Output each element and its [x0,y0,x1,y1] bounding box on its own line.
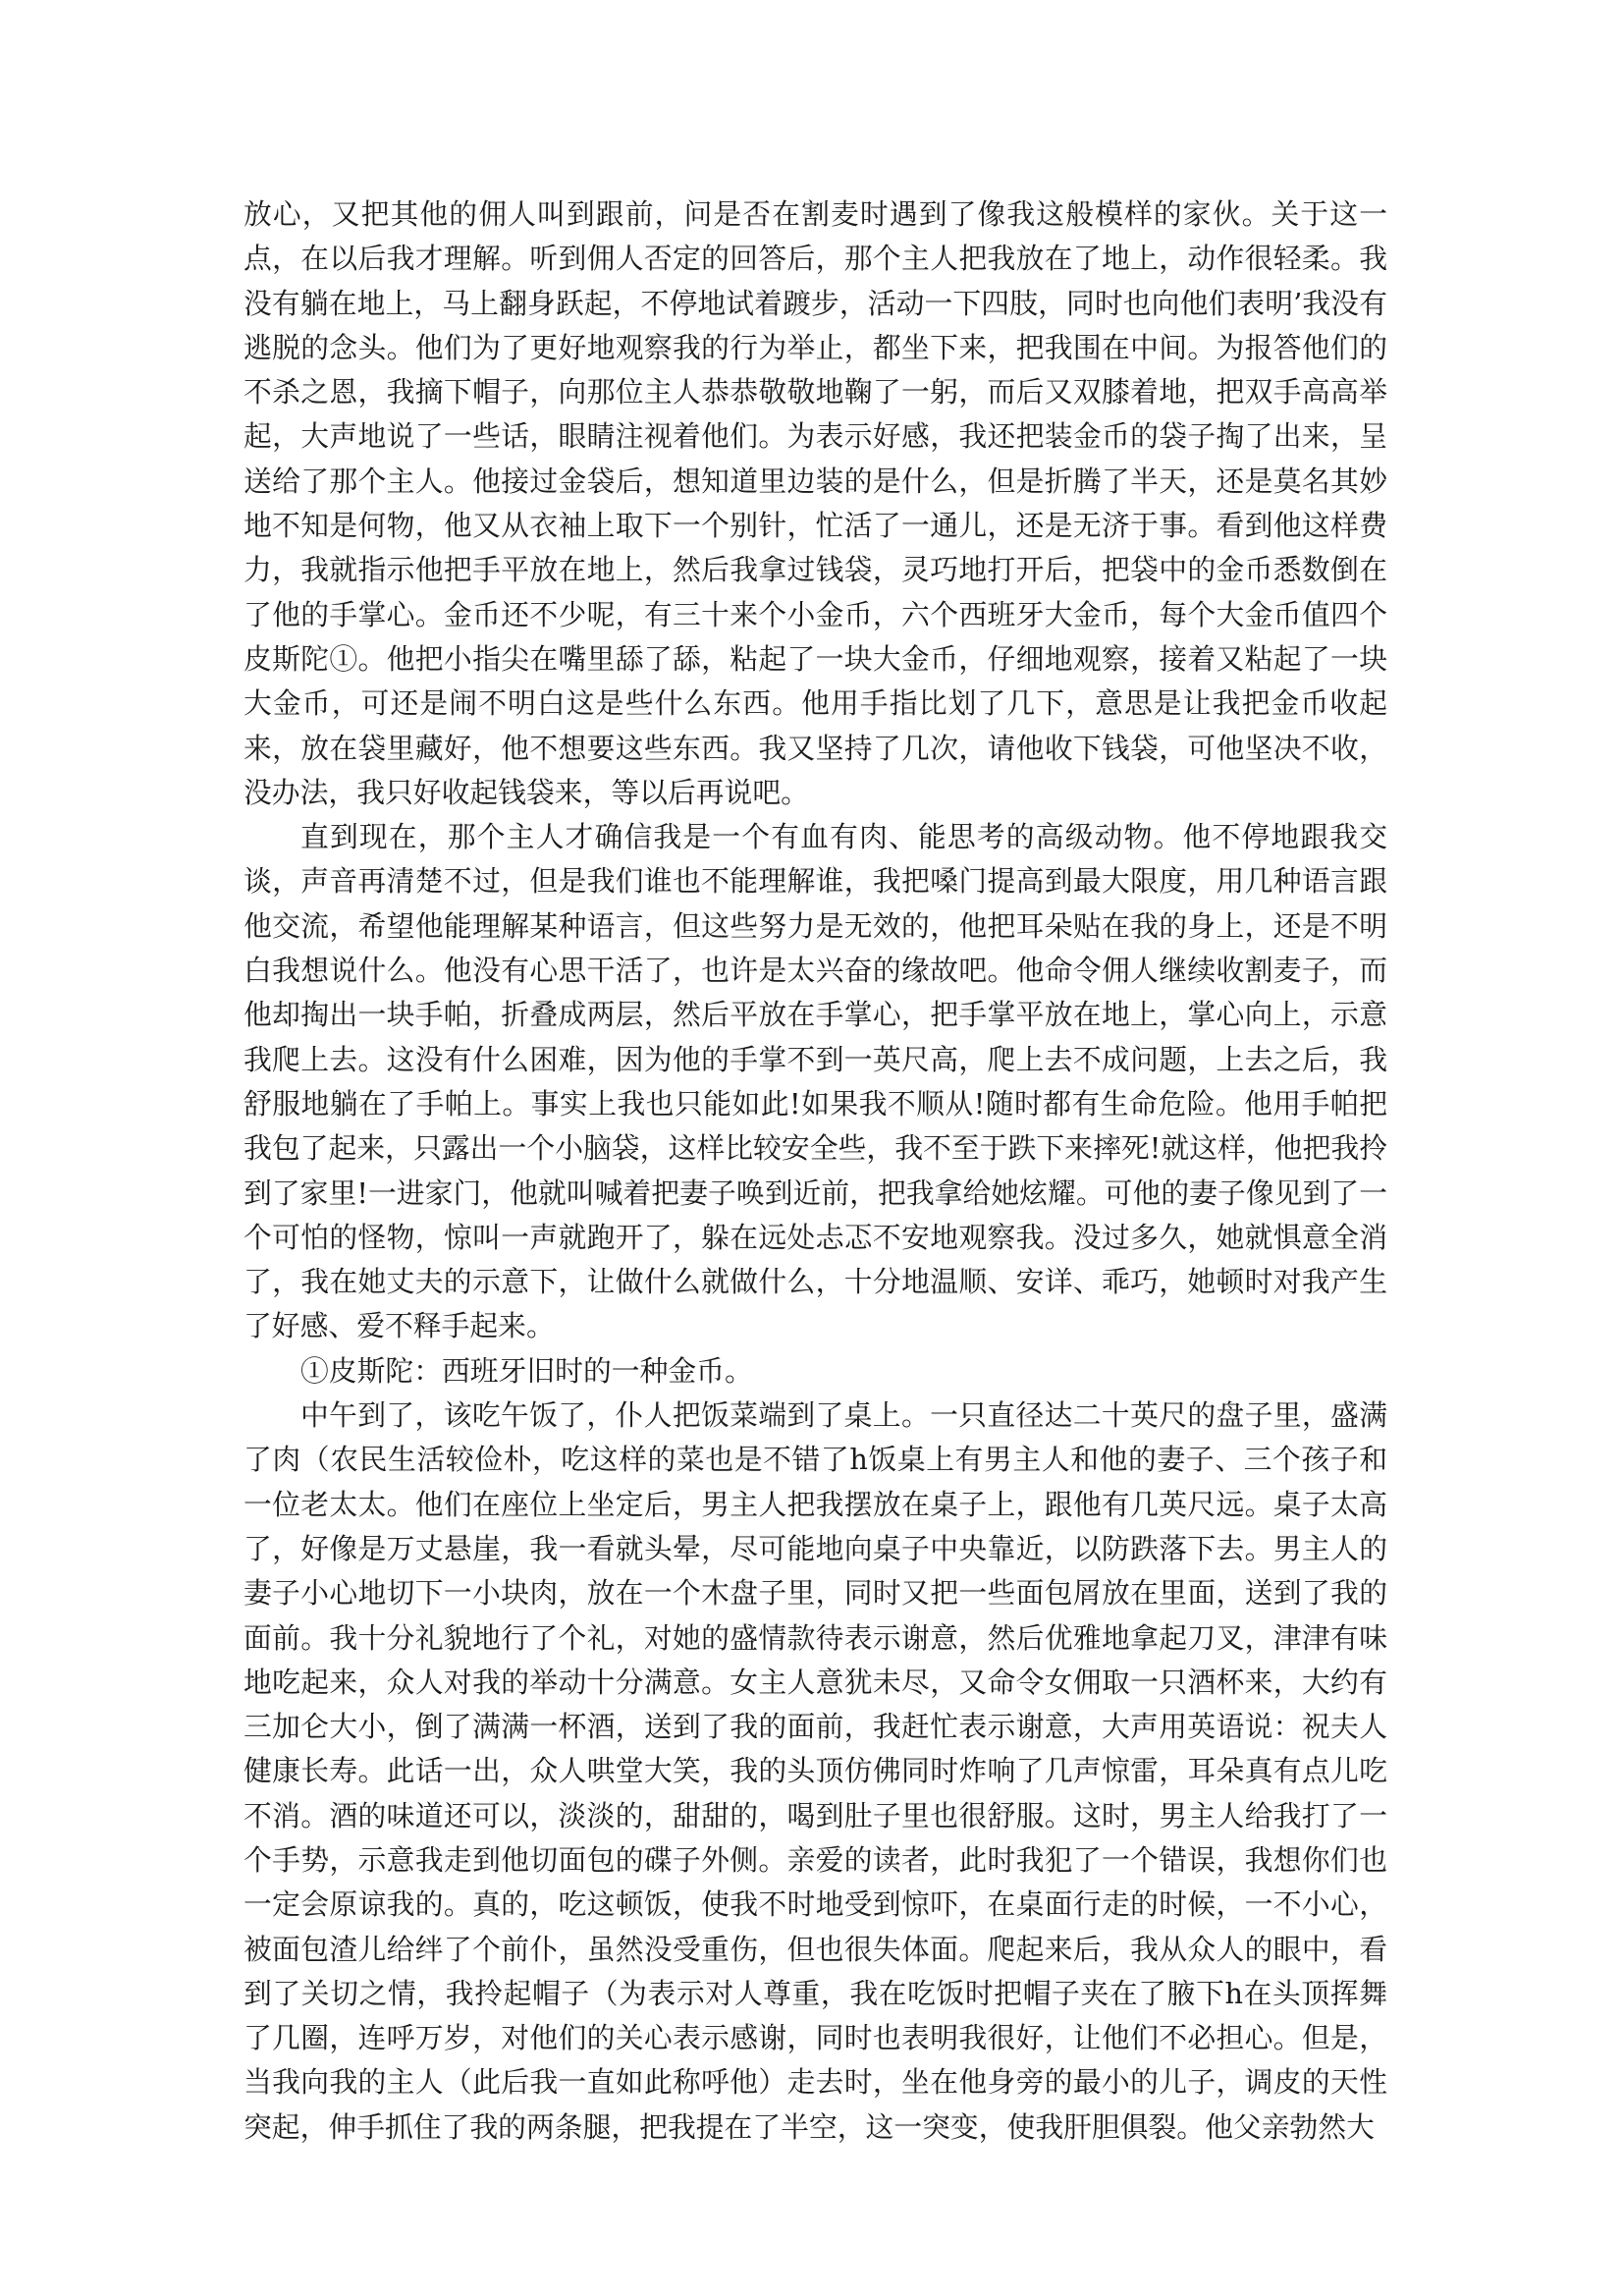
paragraph-1: 放心，又把其他的佣人叫到跟前，问是否在割麦时遇到了像我这般模样的家伙。关于这一点，在以后我才理解。听到佣人否定的回答后，那个主人把我放在了地上，动作很轻柔。我没有躺在地上，马上翻身跃起，不停地试着踱步，活动一下四肢，同时也向他们表明’我没有逃脱的念头。他们为了更好地观察我的行为举止，都坐下来，把我围在中间。为报答他们的不杀之恩，我摘下帽子，向那位主人恭恭敬敬地鞠了一躬，而后又双膝着地，把双手高高举起，大声地说了一些话，眼睛注视着他们。为表示好感，我还把装金币的袋子掏了出来，呈送给了那个主人。他接过金袋后，想知道里边装的是什么，但是折腾了半天，还是莫名其妙地不知是何物，他又从衣袖上取下一个别针，忙活了一通儿，还是无济于事。看到他这样费力，我就指示他把手平放在地上，然后我拿过钱袋，灵巧地打开后，把袋中的金币悉数倒在了他的手掌心。金币还不少呢，有三十来个小金币，六个西班牙大金币，每个大金币值四个皮斯陀①。他把小指尖在嘴里舔了舔，粘起了一块大金币，仔细地观察，接着又粘起了一块大金币，可还是闹不明白这是些什么东西。他用手指比划了几下，意思是让我把金币收起来，放在袋里藏好，他不想要这些东西。我又坚持了几次，请他收下钱袋，可他坚决不收，没办法，我只好收起钱袋来，等以后再说吧。 [243,197,1387,809]
footnote-paragraph: ①皮斯陀：西班牙旧时的一种金币。 [300,1353,753,1388]
paragraph-2: 直到现在，那个主人才确信我是一个有血有肉、能思考的高级动物。他不停地跟我交谈，声音再清楚不过，但是我们谁也不能理解谁，我把嗓门提高到最大限度，用几种语言跟他交流，希望他能理解某种语言，但这些努力是无效的，他把耳朵贴在我的身上，还是不明白我想说什么。他没有心思干活了，也许是太兴奋的缘故吧。他命令佣人继续收割麦子，而他却掏出一块手帕，折叠成两层，然后平放在手掌心，把手掌平放在地上，掌心向上，示意我爬上去。这没有什么困难，因为他的手掌不到一英尺高，爬上去不成问题，上去之后，我舒服地躺在了手帕上。事实上我也只能如此!如果我不顺从!随时都有生命危险。他用手帕把我包了起来，只露出一个小脑袋，这样比较安全些，我不至于跌下来摔死!就这样，他把我拎到了家里!一进家门，他就叫喊着把妻子唤到近前，把我拿给她炫耀。可他的妻子像见到了一个可怕的怪物，惊叫一声就跑开了，躲在远处忐忑不安地观察我。没过多久，她就惧意全消了，我在她丈夫的示意下，让做什么就做什么，十分地温顺、安详、乖巧，她顿时对我产生了好感、爱不释手起来。 [243,820,1387,1343]
paragraph-3: 中午到了，该吃午饭了，仆人把饭菜端到了桌上。一只直径达二十英尺的盘子里，盛满了肉（农民生活较俭朴，吃这样的菜也是不错了h饭桌上有男主人和他的妻子、三个孩子和一位老太太。他们在座位上坐定后，男主人把我摆放在桌子上，跟他有几英尺远。桌子太高了，好像是万丈悬崖，我一看就头晕，尽可能地向桌子中央靠近，以防跌落下去。男主人的妻子小心地切下一小块肉，放在一个木盘子里，同时又把一些面包屑放在里面，送到了我的面前。我十分礼貌地行了个礼，对她的盛情款待表示谢意，然后优雅地拿起刀叉，津津有味地吃起来，众人对我的举动十分满意。女主人意犹未尽，又命令女佣取一只酒杯来，大约有三加仑大小，倒了满满一杯酒，送到了我的面前，我赶忙表示谢意，大声用英语说：祝夫人健康长寿。此话一出，众人哄堂大笑，我的头顶仿佛同时炸响了几声惊雷，耳朵真有点儿吃不消。酒的味道还可以，淡淡的，甜甜的，喝到肚子里也很舒服。这时，男主人给我打了一个手势，示意我走到他切面包的碟子外侧。亲爱的读者，此时我犯了一个错误，我想你们也一定会原谅我的。真的，吃这顿饭，使我不时地受到惊吓，在桌面行走的时候，一不小心，被面包渣儿给绊了个前仆，虽然没受重伤，但也很失体面。爬起来后，我从众人的眼中，看到了关切之情，我拎起帽子（为表示对人尊重，我在吃饭时把帽子夹在了腋下h在头顶挥舞了几圈，连呼万岁，对他们的关心表示感谢，同时也表明我很好，让他们不必担心。但是，当我向我的主人（此后我一直如此称呼他）走去时，坐在他身旁的最小的儿子，调皮的天性突起，伸手抓住了我的两条腿，把我提在了半空，这一突变，使我肝胆俱裂。他父亲勃然大 [243,1398,1387,2144]
document-body [243,192,1387,2150]
